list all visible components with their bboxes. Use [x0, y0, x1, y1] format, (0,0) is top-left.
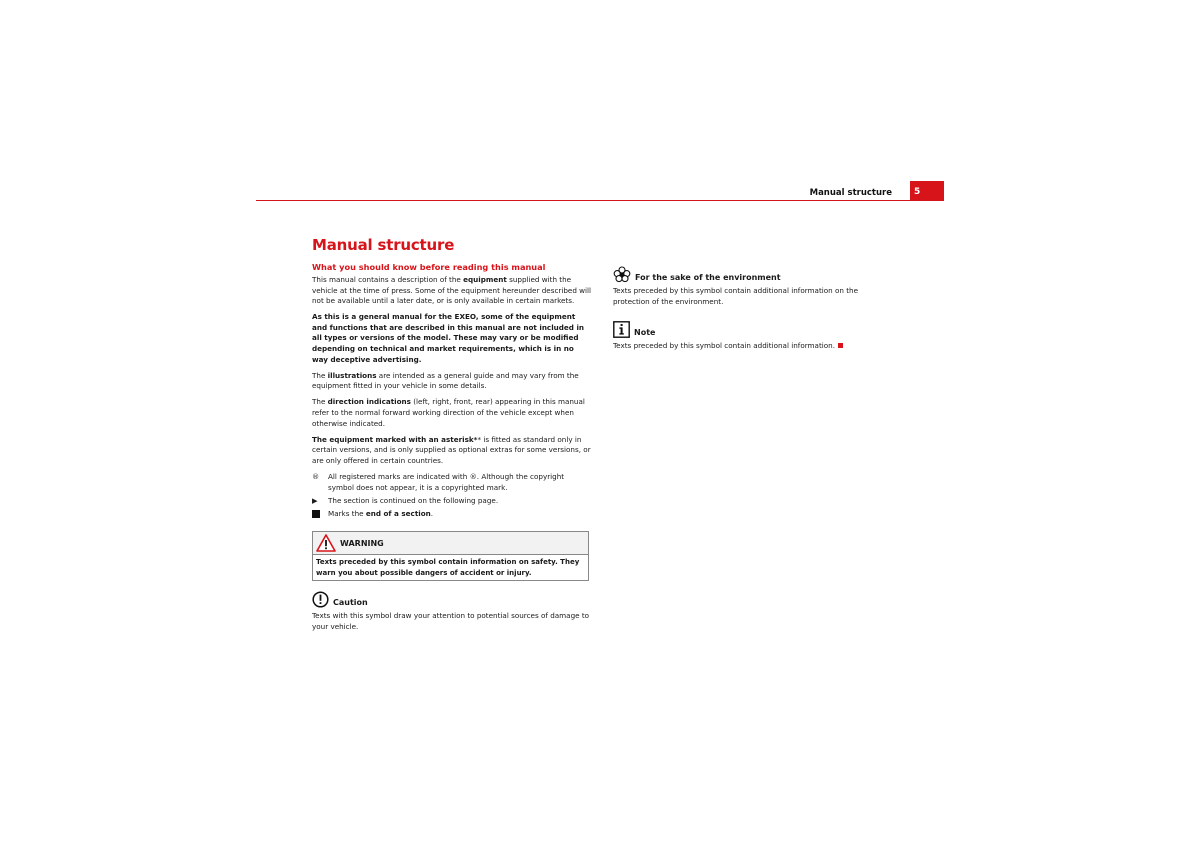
black-square-icon	[312, 510, 320, 518]
paragraph-direction: The direction indications (left, right, front, rear) appearing in this manual refer to the normal forward working direction of the vehicle except when otherwise indicated.	[312, 397, 585, 428]
warning-triangle-icon	[316, 534, 336, 552]
right-triangle-icon: ▶	[312, 495, 318, 505]
paragraph-equipment: This manual contains a description of the equipment supplied with the vehicle at the time of press. Some of the equipment hereunder described will not be available until a later date, or is only available in certain markets.	[312, 275, 592, 306]
legend-row-end: Marks the end of a section.	[312, 509, 592, 522]
paragraph-general-manual: As this is a general manual for the EXEO, some of the equipment and functions that are described in this manual are not included in all types or versions of the model. These may vary or be modified depending on technical and market requirements, which is in no way deceptive advertising.	[312, 312, 585, 364]
warning-label: WARNING	[340, 538, 384, 548]
flower-icon	[613, 266, 631, 283]
note-paragraph	[613, 341, 893, 352]
left-column	[312, 236, 592, 638]
info-icon	[613, 321, 630, 338]
caution-label: Caution	[333, 598, 368, 608]
caution-header	[312, 591, 592, 608]
warning-text: Texts preceded by this symbol contain information on safety. They warn you about possible dangers of accident or injury.	[316, 558, 580, 577]
environment-text: Texts preceded by this symbol contain additional information on the protection of the environment.	[613, 286, 859, 306]
registered-icon: ®	[312, 472, 320, 481]
paragraph-asterisk: The equipment marked with an asterisk** is fitted as standard only in certain versions, and is only supplied as optional extras for some versions, or are only offered in certain countries.	[312, 434, 591, 465]
symbol-legend	[312, 472, 592, 521]
environment-label: For the sake of the environment	[635, 273, 781, 282]
note-text: Texts preceded by this symbol contain additional information.	[613, 341, 836, 351]
paragraph-illustrations: The illustrations are intended as a general guide and may vary from the equipment fitted in your vehicle in some details.	[312, 370, 579, 391]
environment-header	[613, 266, 893, 283]
section-subtitle: What you should know before reading this manual	[312, 262, 546, 272]
right-column	[613, 266, 893, 357]
red-square-icon	[838, 343, 843, 348]
caution-text: Texts with this symbol draw your attention to potential sources of damage to your vehicle.	[312, 611, 590, 631]
legend-row-registered: ® All registered marks are indicated with ®. Although the copyright symbol does not appear, it is a copyrighted mark.	[312, 472, 565, 492]
page-number: 5	[910, 181, 944, 201]
legend-row-continued: ▶ The section is continued on the following page.	[312, 495, 499, 505]
warning-header	[313, 532, 588, 555]
note-label: Note	[634, 328, 656, 338]
warning-box	[312, 531, 589, 581]
note-header	[613, 321, 893, 338]
header-rule	[256, 200, 944, 201]
running-header-title: Manual structure	[809, 188, 892, 198]
page-title: Manual structure	[312, 236, 455, 254]
exclamation-circle-icon	[312, 591, 329, 608]
